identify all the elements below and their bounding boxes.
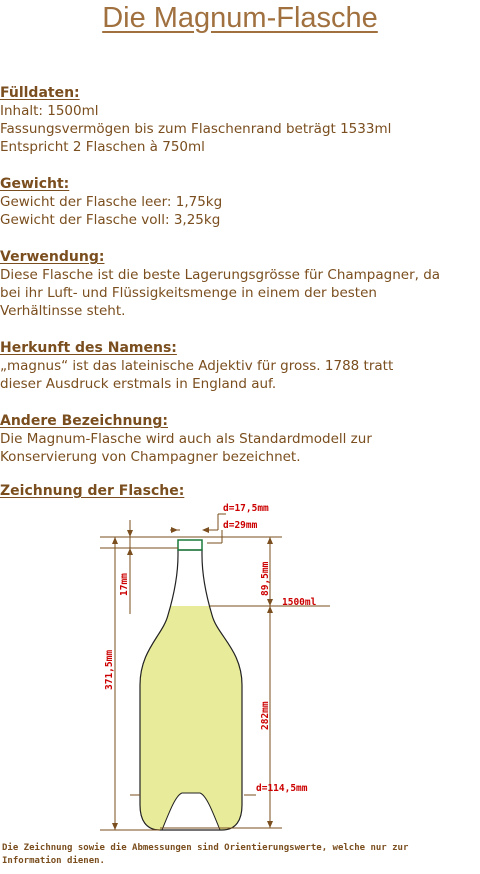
- text-line: Die Magnum-Flasche wird auch als Standardmodell zur: [0, 431, 372, 447]
- footer-note: [2, 842, 478, 868]
- text-line: Inhalt: 1500ml: [0, 103, 99, 119]
- text-line: Gewicht der Flasche leer: 1,75kg: [0, 194, 223, 210]
- section-heading: Verwendung:: [0, 249, 105, 265]
- label-d-base: d=114,5mm: [256, 783, 308, 794]
- text-line: bei ihr Luft- und Flüssigkeitsmenge in einem der besten: [0, 285, 377, 301]
- text-line: „magnus“ ist das lateinische Adjektiv für gross. 1788 tratt: [0, 358, 394, 374]
- label-d-neck: d=29mm: [223, 520, 258, 531]
- label-d-top: d=17,5mm: [223, 503, 269, 514]
- label-h-total: 371,5mm: [104, 649, 115, 690]
- label-h-neck: 17mm: [119, 573, 130, 596]
- text-line: Gewicht der Flasche voll: 3,25kg: [0, 212, 221, 228]
- label-h-liquid: 282mm: [260, 701, 271, 730]
- section-gewicht: [0, 175, 480, 229]
- label-fill-level: 1500ml: [282, 597, 317, 608]
- section-zeichnung: [0, 482, 480, 500]
- text-line: Entspricht 2 Flaschen à 750ml: [0, 139, 205, 155]
- label-h-fill-gap: 89,5mm: [260, 561, 271, 596]
- section-heading: Zeichnung der Flasche:: [0, 483, 185, 499]
- section-heading: Andere Bezeichnung:: [0, 413, 168, 429]
- footer-line: Information dienen.: [2, 856, 105, 866]
- bottle-cap: [178, 540, 202, 550]
- page-title: Die Magnum-Flasche: [102, 2, 378, 34]
- footer-line: Die Zeichnung sowie die Abmessungen sind Orientierungswerte, welche nur zur: [2, 843, 409, 853]
- section-heading: Fülldaten:: [0, 85, 80, 101]
- text-line: Verhältinsse steht.: [0, 303, 126, 319]
- section-heading: Gewicht:: [0, 176, 70, 192]
- section-verwendung: [0, 248, 480, 320]
- text-line: dieser Ausdruck erstmals in England auf.: [0, 376, 277, 392]
- section-herkunft: [0, 339, 480, 393]
- section-heading: Herkunft des Namens:: [0, 340, 177, 356]
- bottle-drawing: [0, 500, 480, 840]
- section-andere-bezeichnung: [0, 412, 480, 466]
- text-line: Konservierung von Champagner bezeichnet.: [0, 449, 301, 465]
- section-fuelldaten: [0, 84, 480, 156]
- text-line: Diese Flasche ist die beste Lagerungsgrösse für Champagner, da: [0, 267, 441, 283]
- text-line: Fassungsvermögen bis zum Flaschenrand beträgt 1533ml: [0, 121, 392, 137]
